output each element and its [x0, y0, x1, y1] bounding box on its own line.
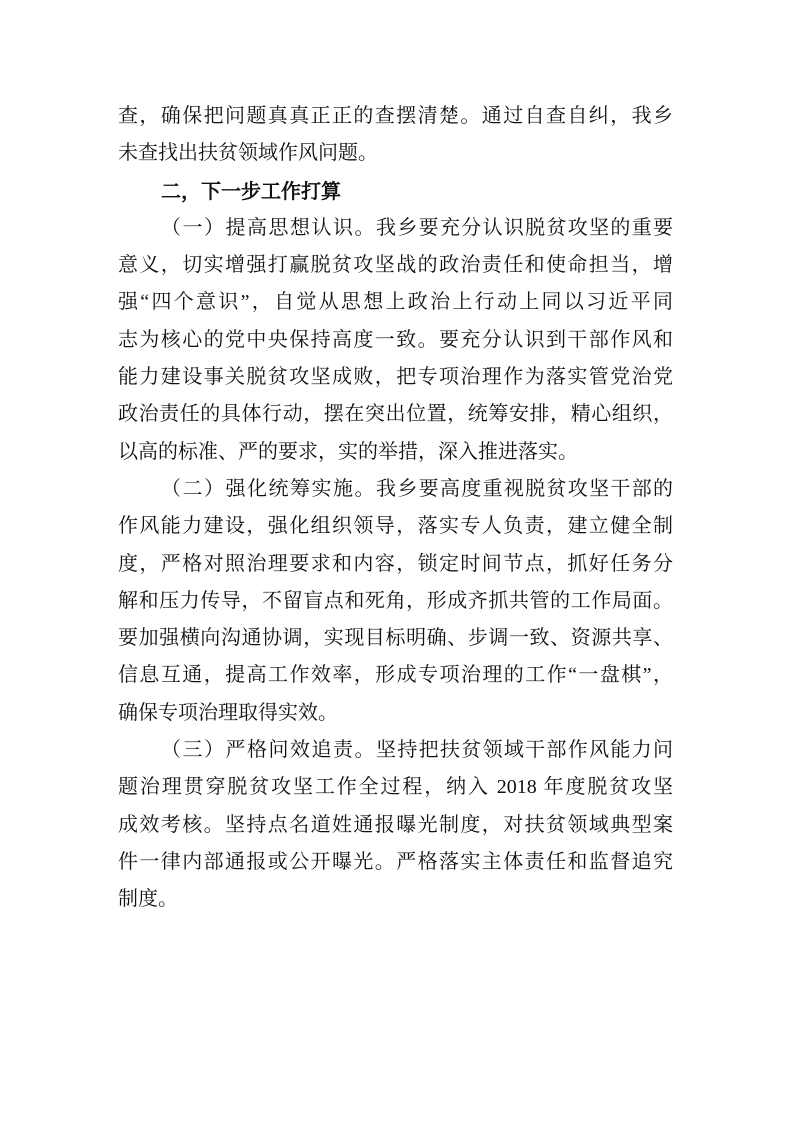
body-line: 以高的标准、严的要求，实的举措，深入推进落实。 — [118, 440, 578, 463]
body-line: 政治责任的具体行动，摆在突出位置，统筹安排，精心组织， — [118, 403, 673, 426]
item-text: 坚持把扶贫领域干部作风能力问 — [376, 739, 673, 762]
body-line: 制度。 — [118, 888, 178, 911]
body-line: 查，确保把问题真真正正的查摆清楚。通过自查自纠，我乡 — [118, 105, 673, 127]
item-lead: （三）严格问效追责。 — [161, 739, 377, 762]
paragraph-item-1 — [118, 210, 673, 471]
body-line: 信息互通，提高工作效率，形成专项治理的工作“一盘棋”， — [118, 664, 673, 687]
item-lead: （二）强化统筹实施。 — [161, 477, 377, 500]
paragraph-item-3 — [118, 732, 673, 918]
item-text: 我乡要高度重视脱贫攻坚干部的 — [376, 477, 673, 500]
body-line: 意义，切实增强打赢脱贫攻坚战的政治责任和使命担当，增 — [118, 254, 673, 277]
body-line: 件一律内部通报或公开曝光。严格落实主体责任和监督追究 — [118, 850, 673, 873]
item-lead: （一）提高思想认识。 — [161, 216, 377, 239]
body-line: 解和压力传导，不留盲点和死角，形成齐抓共管的工作局面。 — [118, 589, 673, 612]
body-line: 题治理贯穿脱贫攻坚工作全过程，纳入 2018 年度脱贫攻坚 — [118, 776, 673, 799]
body-line: 作风能力建设，强化组织领导，落实专人负责，建立健全制 — [118, 515, 673, 538]
body-line: 志为核心的党中央保持高度一致。要充分认识到干部作风和 — [118, 328, 673, 351]
paragraph-item-2 — [118, 471, 673, 732]
body-line: 度，严格对照治理要求和内容，锁定时间节点，抓好任务分 — [118, 552, 673, 575]
body-line — [118, 471, 673, 508]
paragraph-intro — [118, 98, 673, 173]
body-line: 要加强横向沟通协调，实现目标明确、步调一致、资源共享、 — [118, 627, 673, 650]
document-page — [118, 98, 673, 919]
body-line: 强“四个意识”，自觉从思想上政治上行动上同以习近平同 — [118, 291, 673, 314]
body-line — [118, 732, 673, 769]
body-line: 确保专项治理取得实效。 — [118, 701, 338, 724]
section-heading: 二，下一步工作打算 — [161, 178, 341, 203]
item-text: 我乡要充分认识脱贫攻坚的重要 — [376, 216, 673, 239]
body-line: 能力建设事关脱贫攻坚成败，把专项治理作为落实管党治党 — [118, 366, 673, 389]
body-line — [118, 210, 673, 247]
body-line: 未查找出扶贫领域作风问题。 — [118, 142, 378, 165]
body-line: 成效考核。坚持点名道姓通报曝光制度，对扶贫领域典型案 — [118, 813, 673, 836]
